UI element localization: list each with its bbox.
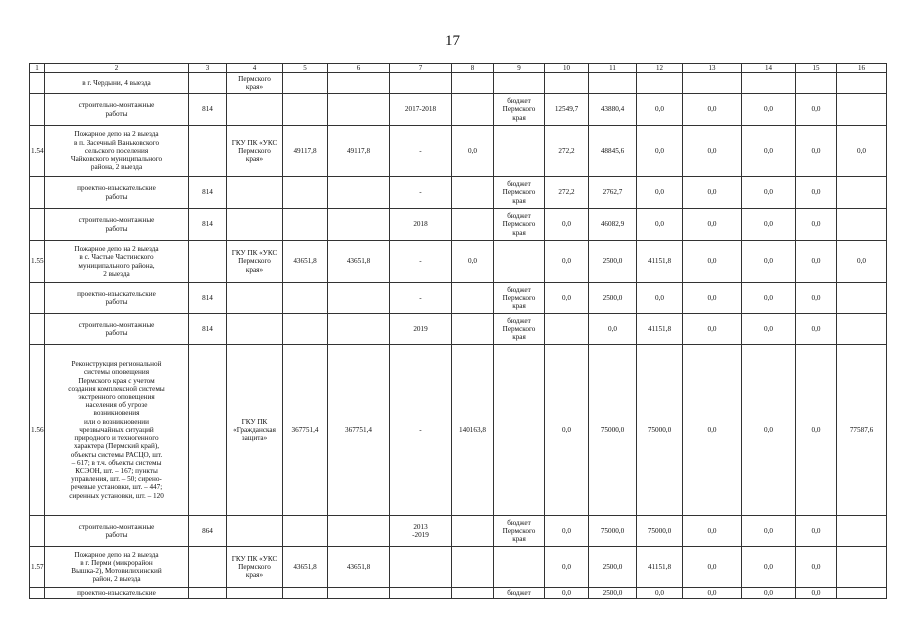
table-cell [545,314,589,345]
table-cell: ГКУ ПК «УКС Пермского края» [227,547,283,588]
table-cell [837,588,887,599]
table-cell: 0,0 [683,209,742,241]
table-cell: 0,0 [796,283,837,314]
table-cell: бюджет Пермского края [494,516,545,547]
table-cell: 12549,7 [545,94,589,126]
table-cell: проектно-изыскательские [45,588,189,599]
table-cell: 43651,8 [283,241,328,283]
table-row [30,547,887,588]
table-cell: 0,0 [796,241,837,283]
table-row [30,588,887,599]
table-cell: 0,0 [683,314,742,345]
table-cell: 272,2 [545,177,589,209]
table-cell [189,73,227,94]
header-cell: 11 [589,64,637,73]
table-cell [227,588,283,599]
table-cell: 2762,7 [589,177,637,209]
table-row [30,126,887,177]
budget-table [29,63,887,599]
table-cell: бюджет Пермского края [494,94,545,126]
table-cell: 48845,6 [589,126,637,177]
header-cell: 6 [328,64,390,73]
table-row [30,209,887,241]
table-cell: 2019 [390,314,452,345]
table-cell: 0,0 [742,177,796,209]
table-cell: 0,0 [742,547,796,588]
table-cell: ГКУ ПК «УКС Пермского края» [227,241,283,283]
table-cell: 0,0 [796,516,837,547]
table-cell: 75000,0 [589,345,637,516]
table-cell: 41151,8 [637,314,683,345]
table-cell: 0,0 [545,283,589,314]
table-cell: 0,0 [837,126,887,177]
table-cell: 0,0 [545,547,589,588]
table-cell [227,94,283,126]
table-cell: 2500,0 [589,241,637,283]
table-cell [328,314,390,345]
table-cell: проектно-изыскательские работы [45,177,189,209]
table-cell: 0,0 [545,588,589,599]
table-cell [328,73,390,94]
table-cell: 75000,0 [637,345,683,516]
table-row [30,345,887,516]
table-cell: 43880,4 [589,94,637,126]
table-cell [30,588,45,599]
table-cell: Пожарное депо на 2 выезда в г. Перми (микрорайон Вышка-2), Мотовилихинский район, 2 выезда [45,547,189,588]
table-cell: 367751,4 [283,345,328,516]
table-cell [452,516,494,547]
table-cell: 46082,9 [589,209,637,241]
table-cell [328,588,390,599]
table-cell [452,547,494,588]
table-cell: строительно-монтажные работы [45,314,189,345]
table-cell [328,283,390,314]
header-row [30,64,887,73]
header-cell: 5 [283,64,328,73]
table-cell [837,314,887,345]
table-cell [452,94,494,126]
table-cell: 0,0 [796,588,837,599]
table-cell: бюджет Пермского края [494,209,545,241]
table-cell: Пожарное депо на 2 выезда в п. Засечный Ваньковского сельского поселения Чайковского муниципального района, 2 выезда [45,126,189,177]
table-cell: 0,0 [545,345,589,516]
table-cell [637,73,683,94]
table-row [30,314,887,345]
table-cell: бюджет Пермского края [494,314,545,345]
table-cell: 0,0 [742,94,796,126]
table-cell [30,94,45,126]
table-cell [452,283,494,314]
table-cell: ГКУ ПК «УКС Пермского края» [227,126,283,177]
table-cell: 0,0 [637,126,683,177]
table-cell [494,73,545,94]
table-cell: 2500,0 [589,588,637,599]
table-cell: 367751,4 [328,345,390,516]
table-cell [452,588,494,599]
table-cell: 0,0 [452,126,494,177]
table-cell [390,547,452,588]
table-cell [494,126,545,177]
header-cell: 16 [837,64,887,73]
table-cell: 864 [189,516,227,547]
table-cell: 0,0 [545,209,589,241]
table-cell [227,314,283,345]
table-cell: Пермского края» [227,73,283,94]
table-cell: бюджет [494,588,545,599]
table-row [30,283,887,314]
header-cell: 1 [30,64,45,73]
table-cell: проектно-изыскательские работы [45,283,189,314]
table-cell: 2500,0 [589,547,637,588]
table-cell [328,177,390,209]
table-cell: 1.54 [30,126,45,177]
table-cell [837,73,887,94]
table-cell: - [390,241,452,283]
table-cell: 0,0 [683,283,742,314]
table-cell [283,177,328,209]
table-cell: 0,0 [683,177,742,209]
table-cell: 77587,6 [837,345,887,516]
table-cell: 1.57 [30,547,45,588]
table-cell: 814 [189,94,227,126]
table-cell [545,73,589,94]
table-cell [328,516,390,547]
table-row [30,516,887,547]
table-cell [837,94,887,126]
table-cell [452,177,494,209]
table-row [30,177,887,209]
table-cell: 0,0 [683,588,742,599]
table-cell: 0,0 [796,547,837,588]
table-cell [189,588,227,599]
table-cell: 0,0 [796,345,837,516]
table-cell: 0,0 [683,241,742,283]
table-cell: 814 [189,209,227,241]
table-cell: 0,0 [637,588,683,599]
table-cell [189,241,227,283]
table-cell [589,73,637,94]
table-cell: 814 [189,314,227,345]
table-cell: 1.55 [30,241,45,283]
table-cell [189,345,227,516]
table-cell: 2018 [390,209,452,241]
table-cell: строительно-монтажные работы [45,94,189,126]
table-cell [837,209,887,241]
table-cell [227,283,283,314]
table-cell [30,283,45,314]
table-cell [30,209,45,241]
table-cell [494,345,545,516]
table-cell [328,209,390,241]
table-cell [837,177,887,209]
table-cell: 0,0 [796,177,837,209]
table-cell [796,73,837,94]
table-cell: - [390,126,452,177]
header-cell: 9 [494,64,545,73]
table-cell [283,516,328,547]
table-cell: 0,0 [683,94,742,126]
table-cell: 0,0 [742,588,796,599]
table-cell: 0,0 [637,94,683,126]
table-cell [837,516,887,547]
table-cell: 75000,0 [637,516,683,547]
table-cell: 49117,8 [283,126,328,177]
table-cell: 0,0 [637,283,683,314]
table-cell: 0,0 [545,241,589,283]
table-cell: 0,0 [637,177,683,209]
table-cell: 0,0 [683,516,742,547]
table-cell: 0,0 [545,516,589,547]
table-cell: - [390,345,452,516]
table-cell: 0,0 [637,209,683,241]
table-cell [283,94,328,126]
table-cell: ГКУ ПК «Гражданская защита» [227,345,283,516]
table-cell: 2500,0 [589,283,637,314]
table-cell: Реконструкция региональной системы оповещения Пермского края с учетом создания комплексной системы экстренного оповещения населения об угрозе возникновения или о возникновении чрезвычайных ситуаций природного и техногенного характера (Пермский край), объекты системы РАСЦО, шт. – 617; в т.ч. объекты системы КСЭОН, шт. – 167; пункты управления, шт. – 50; сирено- речевые установки, шт. – 447; сиренных установки, шт. – 120 [45,345,189,516]
table-cell: 0,0 [742,241,796,283]
header-cell: 8 [452,64,494,73]
table-cell: 41151,8 [637,547,683,588]
header-cell: 4 [227,64,283,73]
table-cell: 0,0 [742,345,796,516]
table-cell [30,177,45,209]
table-cell: бюджет Пермского края [494,177,545,209]
table-cell: 0,0 [796,209,837,241]
table-cell: 272,2 [545,126,589,177]
table-cell: Пожарное депо на 2 выезда в с. Частые Частинского муниципального района, 2 выезда [45,241,189,283]
table-row [30,241,887,283]
header-cell: 7 [390,64,452,73]
table-cell [189,547,227,588]
header-cell: 10 [545,64,589,73]
table-cell [328,94,390,126]
table-cell [283,209,328,241]
table-cell: 0,0 [796,126,837,177]
table-cell: 814 [189,177,227,209]
header-cell: 13 [683,64,742,73]
table-cell [742,73,796,94]
table-cell: 1.56 [30,345,45,516]
table-cell: 75000,0 [589,516,637,547]
table-cell: 0,0 [742,516,796,547]
table-cell [837,547,887,588]
table-cell [390,73,452,94]
table-cell: 0,0 [837,241,887,283]
table-cell [452,314,494,345]
table-cell: 0,0 [742,126,796,177]
table-cell: 0,0 [452,241,494,283]
table-cell [227,177,283,209]
table-cell [452,73,494,94]
table-cell [390,588,452,599]
table-cell: 0,0 [742,209,796,241]
header-cell: 2 [45,64,189,73]
table-cell: 0,0 [683,345,742,516]
table-cell [452,209,494,241]
table-cell: 0,0 [742,283,796,314]
table-cell: 43651,8 [283,547,328,588]
table-cell: 140163,8 [452,345,494,516]
table-cell: 814 [189,283,227,314]
table-cell: 0,0 [742,314,796,345]
table-cell: 0,0 [796,94,837,126]
table-cell [283,283,328,314]
table-cell: 41151,8 [637,241,683,283]
table-cell: - [390,177,452,209]
table-row [30,94,887,126]
table-cell: 43651,8 [328,241,390,283]
table-cell [494,241,545,283]
table-cell: 0,0 [589,314,637,345]
table-cell [227,209,283,241]
table-cell: строительно-монтажные работы [45,516,189,547]
table-cell [283,73,328,94]
table-cell: 0,0 [796,314,837,345]
table-cell: 0,0 [683,547,742,588]
table-row [30,73,887,94]
table-cell: строительно-монтажные работы [45,209,189,241]
header-cell: 12 [637,64,683,73]
header-cell: 15 [796,64,837,73]
table-cell [30,314,45,345]
table-cell: 2013 -2019 [390,516,452,547]
table-cell [30,73,45,94]
table-cell: в г. Чердыни, 4 выезда [45,73,189,94]
table-cell [283,588,328,599]
table-cell [30,516,45,547]
table-cell [227,516,283,547]
table-cell [837,283,887,314]
table-cell [494,547,545,588]
table-cell: 43651,8 [328,547,390,588]
table-cell: 2017-2018 [390,94,452,126]
table-cell [189,126,227,177]
header-cell: 3 [189,64,227,73]
table-cell: 0,0 [683,126,742,177]
table-cell: бюджет Пермского края [494,283,545,314]
table-cell: 49117,8 [328,126,390,177]
table-cell [683,73,742,94]
table-cell: - [390,283,452,314]
table-cell [283,314,328,345]
page-number: 17 [445,33,460,49]
header-cell: 14 [742,64,796,73]
